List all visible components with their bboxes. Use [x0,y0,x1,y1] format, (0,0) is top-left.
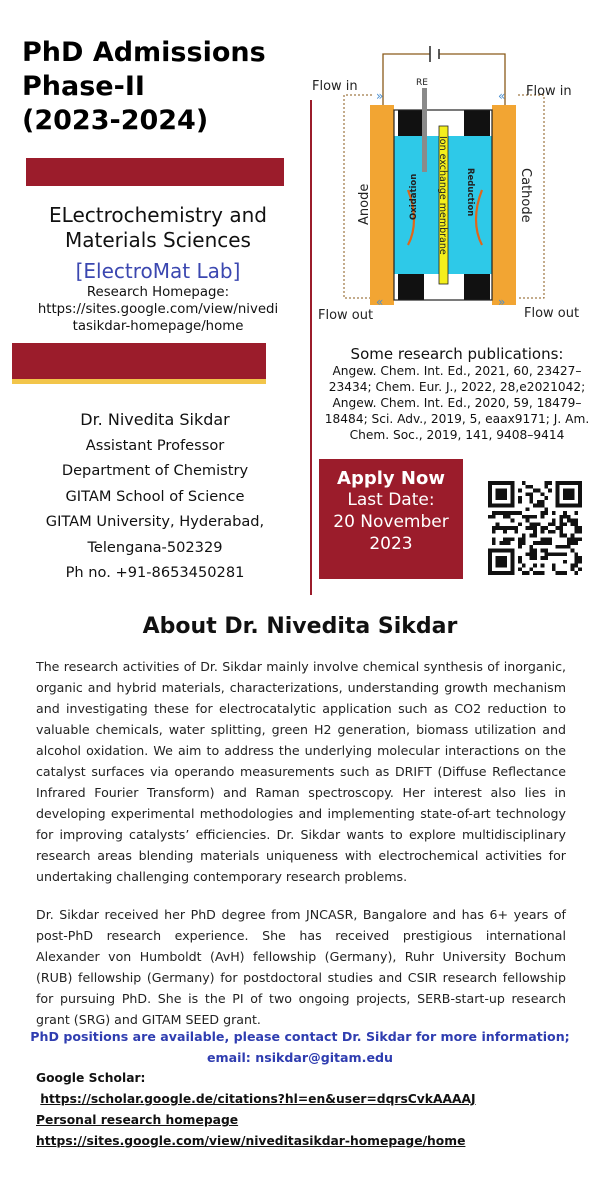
qr-module [574,571,578,575]
last-date-label: Last Date: [347,490,435,510]
qr-module [541,530,545,534]
qr-module [544,496,548,500]
qr-module [518,496,522,500]
qr-module [533,556,537,560]
qr-module [492,511,496,515]
qr-module [529,567,533,571]
qr-module [544,511,548,515]
qr-module [533,571,537,575]
qr-module [518,545,522,549]
qr-module [529,549,533,553]
qr-module [537,541,541,545]
qr-module [541,549,545,553]
qr-module [507,541,511,545]
qr-module [571,519,575,523]
flow-out-left-label: Flow out [318,308,374,323]
qr-module [563,511,567,515]
end-plate-bottom-left [398,274,424,300]
qr-module [548,481,552,485]
qr-module [507,537,511,541]
qr-module [574,522,578,526]
homepage-url-line-1[interactable]: https://sites.google.com/view/nivedi [37,302,279,317]
qr-module [522,534,526,538]
qr-module [533,549,537,553]
person-name: Dr. Nivedita Sikdar [80,410,230,429]
qr-module [574,530,578,534]
qr-module [522,571,526,575]
flow-in-left-chevron: » [376,89,384,103]
qr-module [537,504,541,508]
qr-module [533,504,537,508]
qr-module [514,530,518,534]
person-title: Assistant Professor [85,436,225,454]
person-state: Telengana-502329 [87,538,223,556]
qr-module [529,492,533,496]
qr-module [571,537,575,541]
cathode-label: Cathode [518,168,533,223]
qr-module [574,541,578,545]
qr-module [533,534,537,538]
qr-module [541,556,545,560]
qr-module [574,552,578,556]
end-plate-bottom-right [464,274,490,300]
qr-module [492,537,496,541]
qr-module [537,522,541,526]
qr-module [552,511,556,515]
flow-out-right-chevron: » [498,295,506,309]
qr-module [559,519,563,523]
qr-module [541,526,545,530]
qr-module [488,515,492,519]
qr-module [563,552,567,556]
qr-module [563,522,567,526]
qr-module [556,571,560,575]
qr-module [529,552,533,556]
person-department: Department of Chemistry [61,462,249,479]
qr-module [529,485,533,489]
cta-email[interactable]: email: nsikdar@gitam.edu [207,1050,393,1065]
qr-module [556,545,560,549]
qr-module [552,530,556,534]
qr-module [544,485,548,489]
flow-out-right-label: Flow out [524,306,580,321]
flow-in-right-chevron: « [498,89,506,103]
qr-module [537,489,541,493]
qr-module [511,519,515,523]
qr-module [548,541,552,545]
qr-module [544,526,548,530]
about-paragraph-1: The research activities of Dr. Sikdar mainly involve chemical synthesis of inorganic, organic and hybrid materials, characterizations, understanding growth mechanism and investigating these for electrocatalytic application such as CO2 reduction to valuable chemicals, water splitting, green H2 generation, biomass utilization and alcohol oxidation. We aim to address the underlying molecular interactions on the catalyst surfaces via operando measurements such as DRIFT (Diffuse Reflectance Infrared Fourier Transform) and Raman spectroscopy. Her interest also lies in developing experimental methodologies and implementing state-of-art technology for improving catalysts’ efficiencies. Dr. Sikdar wants to explore multidisciplinary research areas blending materials uniqueness with electrochemical activities for undertaking challenging contemporary research problems. [36,659,566,884]
qr-module [514,526,518,530]
research-homepage [18,284,298,335]
reference-electrode [422,88,427,172]
personal-homepage-link[interactable]: https://sites.google.com/view/niveditasikdar-homepage/home [36,1134,466,1148]
lab-name-line-2: Materials Sciences [65,228,251,252]
qr-module [552,522,556,526]
qr-module [496,489,507,500]
qr-module [492,526,496,530]
qr-module [552,567,556,571]
qr-module [571,534,575,538]
qr-module [571,522,575,526]
re-label: RE [416,78,428,88]
qr-module [526,507,530,511]
homepage-label: Research Homepage: [86,285,230,300]
decorative-bar-middle [12,343,266,379]
person-university: GITAM University, Hyderabad, [45,513,265,530]
qr-module [548,522,552,526]
qr-module [541,515,545,519]
qr-module [578,537,582,541]
qr-module [518,541,522,545]
qr-module [526,485,530,489]
end-plate-top-left [398,110,424,136]
qr-module [537,500,541,504]
qr-module [529,556,533,560]
qr-module [518,560,522,564]
qr-module [563,534,567,538]
title-line-3: (2023-2024) [22,105,209,136]
qr-module [518,522,522,526]
qr-module [511,526,515,530]
qr-module [526,552,530,556]
qr-module [503,537,507,541]
qr-module [526,571,530,575]
qr-code[interactable] [488,481,582,575]
qr-module [574,556,578,560]
qr-module [541,511,545,515]
qr-module [496,526,500,530]
qr-module [544,507,548,511]
qr-module [548,530,552,534]
qr-module [544,552,548,556]
anode-electrode [370,105,394,305]
last-date-value-2: 2023 [369,534,413,554]
qr-module [533,564,537,568]
qr-module [533,552,537,556]
qr-module [563,571,567,575]
qr-module [552,552,556,556]
qr-module [578,530,582,534]
qr-module [544,481,548,485]
qr-module [529,545,533,549]
links-section [36,1068,576,1152]
qr-module [559,526,563,530]
qr-module [559,552,563,556]
qr-module [503,526,507,530]
qr-module [541,492,545,496]
qr-module [518,537,522,541]
qr-module [507,526,511,530]
publications-list: Angew. Chem. Int. Ed., 2021, 60, 23427–23434; Chem. Eur. J., 2022, 28,e2021042; Angew. Chem. Int. Ed., 2020, 59, 18479–18484; Sci. Adv., 2019, 5, eaax9171; J. Am. Chem. Soc., 2019, 141, 9408–9414 [324,364,590,442]
qr-module [496,511,500,515]
qr-module [522,541,526,545]
qr-module [574,519,578,523]
qr-module [544,549,548,553]
qr-module [544,541,548,545]
qr-module [563,545,567,549]
qr-module [529,496,533,500]
qr-module [567,541,571,545]
qr-module [574,537,578,541]
title-line-2: Phase-II [22,71,145,102]
lab-name [22,203,294,253]
qr-module [559,545,563,549]
qr-module [529,515,533,519]
qr-module [556,552,560,556]
qr-module [522,537,526,541]
qr-module [559,530,563,534]
qr-module [518,489,522,493]
qr-module [556,526,560,530]
qr-module [507,511,511,515]
qr-module [514,511,518,515]
qr-module [492,530,496,534]
qr-module [529,526,533,530]
qr-module [548,489,552,493]
qr-module [574,511,578,515]
qr-module [518,556,522,560]
qr-module [507,515,511,519]
qr-module [518,567,522,571]
apply-now-label: Apply Now [337,468,445,489]
lab-short-name: [ElectroMat Lab] [75,259,241,283]
qr-module [559,571,563,575]
qr-module [567,537,571,541]
qr-module [526,492,530,496]
decorative-bar-accent [12,379,266,384]
qr-module [578,567,582,571]
qr-module [578,560,582,564]
qr-module [537,571,541,575]
qr-module [563,515,567,519]
qr-module [503,541,507,545]
qr-module [552,564,556,568]
qr-module [533,522,537,526]
qr-module [522,564,526,568]
qr-module [541,500,545,504]
contact-block [20,407,290,586]
google-scholar-link[interactable]: https://scholar.google.de/citations?hl=en&user=dqrsCvkAAAAJ [40,1092,476,1106]
qr-module [529,522,533,526]
qr-module [541,537,545,541]
qr-module [563,560,567,564]
flow-in-left-label: Flow in [312,79,358,94]
qr-module [503,530,507,534]
qr-module [574,526,578,530]
qr-module [511,511,515,515]
person-school: GITAM School of Science [65,487,245,505]
google-scholar-label: Google Scholar: [36,1071,146,1085]
anode-label: Anode [357,183,372,225]
qr-module [559,534,563,538]
qr-module [496,522,500,526]
qr-module [563,489,574,500]
qr-module [544,556,548,560]
qr-module [496,556,507,567]
qr-module [559,522,563,526]
person-phone: Ph no. +91-8653450281 [65,564,245,581]
qr-module [533,489,537,493]
qr-module [559,515,563,519]
qr-module [529,500,533,504]
qr-module [571,567,575,571]
qr-module [526,515,530,519]
qr-module [541,504,545,508]
qr-module [548,537,552,541]
qr-module [499,511,503,515]
qr-module [511,537,515,541]
qr-module [533,541,537,545]
qr-module [567,515,571,519]
qr-module [541,541,545,545]
publications-heading: Some research publications: [350,345,564,363]
qr-module [541,564,545,568]
qr-module [522,481,526,485]
qr-module [578,526,582,530]
qr-module [571,549,575,553]
qr-module [492,541,496,545]
flow-out-left-chevron: « [376,295,384,309]
qr-module [503,511,507,515]
oxidation-label: Oxidation [409,173,419,220]
qr-module [526,526,530,530]
qr-module [499,541,503,545]
qr-module [548,552,552,556]
qr-module [492,515,496,519]
qr-module [567,545,571,549]
qr-module [541,571,545,575]
page-title [22,36,312,138]
qr-module [529,534,533,538]
qr-module [578,556,582,560]
about-heading: About Dr. Nivedita Sikdar [142,614,458,639]
cta-line-1: PhD positions are available, please contact Dr. Sikdar for more information; [30,1029,570,1044]
qr-module [544,537,548,541]
qr-module [533,530,537,534]
end-plate-top-right [464,110,490,136]
electrochemical-cell-diagram [312,40,592,330]
qr-module [571,541,575,545]
qr-module [574,564,578,568]
qr-module [571,564,575,568]
apply-now-box[interactable] [319,459,463,579]
cathode-electrode [492,105,516,305]
qr-module [552,519,556,523]
decorative-bar-top [26,158,284,186]
qr-module [503,515,507,519]
about-paragraph-2: Dr. Sikdar received her PhD degree from JNCASR, Bangalore and has 6+ years of post-PhD research experience. She has received prestigious international Alexander von Humboldt (AvH) fellowship (Germany), Ruhr University Bochum (RUB) fellowship (Germany) for postdoctoral studies and CSIR research fellowship for pursuing PhD. She is the PI of two ongoing projects, SERB-start-up research grant (SRG) and GITAM SEED grant. [36,907,566,1027]
qr-module [533,526,537,530]
flow-in-right-label: Flow in [526,84,572,99]
reduction-label: Reduction [465,168,475,217]
qr-module [518,500,522,504]
qr-module [574,560,578,564]
qr-module [499,526,503,530]
qr-module [533,515,537,519]
title-line-1: PhD Admissions [22,37,266,68]
personal-homepage-label: Personal research homepage [36,1113,239,1127]
qr-module [526,519,530,523]
qr-module [522,515,526,519]
contact-call-to-action [30,1026,570,1068]
lab-name-line-1: ELectrochemistry and [49,203,267,227]
homepage-url-line-2[interactable]: tasikdar-homepage/home [72,319,244,334]
qr-module [518,511,522,515]
qr-module [567,519,571,523]
membrane-label: Ion exchange membrane [437,136,448,255]
last-date-value-1: 20 November [333,512,449,532]
